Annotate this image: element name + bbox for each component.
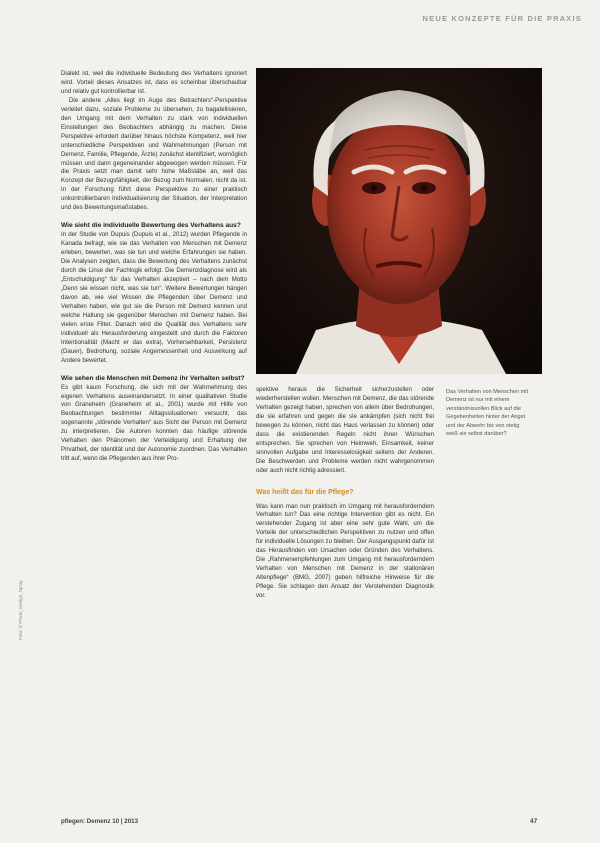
page-number: 47 bbox=[530, 818, 538, 825]
section-heading: Was heißt das für die Pflege? bbox=[256, 488, 354, 496]
section-heading: Wie sehen die Menschen mit Demenz ihr Verhalten selbst? bbox=[61, 374, 245, 382]
paragraph: spektive heraus die Sicherheit sicherzustellen oder wiederherstellen wollen. Menschen mit Demenz, die das störende Verhalten gezeigt haben, sprechen von allem über Bedrohungen, die sie erfahren und gegen die sie ankämpfen (sich nicht frei bewegen zu können, nicht das Haus verlassen zu können) oder dass die existierenden Regeln nicht ihren Wünschen entsprechen. Sie sprechen von Heimweh, Einsamkeit, keiner sinnvollen Aufgabe und Interesselosigkeit seitens der Anderen. Die Beschwerden und Probleme werden nicht wahrgenommen oder auch nicht richtig adressiert. bbox=[256, 386, 434, 474]
paragraph: Was kann man nun praktisch im Umgang mit herausforderndem Verhalten tun? Das eine richtige Intervention gibt es nicht. Ein verstehender Zugang ist aber eine sehr gute Wahl, um die Vorteile der unterschiedlichen Perspektiven zu nutzen und offen für individuelle Lösungen zu bleiben. Der Ausgangspunkt dafür ist das Herausfinden von Ursachen oder Gründen des Verhaltens. Die „Rahmenempfehlungen zum Umgang mit herausforderndem Verhalten von Menschen mit Demenz in der stationären Altenpflege“ (BMG, 2007) geben hilfreiche Hinweise für die Pflege. Sie schlagen den Ansatz der Verstehenden Diagnostik vor. bbox=[256, 502, 434, 600]
running-head: NEUE KONZEPTE FÜR DIE PRAXIS bbox=[422, 14, 582, 23]
paragraph: Die andere „Alles liegt im Auge des Betrachters“-Perspektive verleitet dazu, soziale Probleme zu übersehen, zu bagatellisieren, den Umgang mit dem Verhalten zu stark von individuellen Einstellungen des Beobachters abhängig zu machen. Diese Perspektive erfordert darüber hinaus höchste Kompetenz, weil hier unterschiedliche Perspektiven und Wahrnehmungen (Person mit Demenz, Familie, Pflegende, Ärzte) zunächst identifiziert, womöglich müssen und dann gegeneinander abgewogen werden müssen. Für die Praxis setzt man damit sehr hohe Maßstäbe an, weil das Konzept der Bezugsfähigkeit, der Bezug zum Normalen, nicht da ist. In der Forschung führt diese Perspektive zu einer praktisch unkontrollierbaren Individualisierung der Situation, der Interpretation und des Bewertungsmaßstabes. bbox=[61, 96, 247, 212]
paragraph: Es gibt kaum Forschung, die sich mit der Wahrnehmung des eigenen Verhaltens auseinandersetzt. In einer qualitativen Studie von Graneheim (Graneheim et al., 2001) wurde mit Hilfe von Beobachtungen bestimmter Alltagssituationen versucht, das sogenannte „störende Verhalten“ aus Sicht der Person mit Demenz zu interpretieren. Die Autoren konnten das häufige störende Verhalten den Phänomen der Verteidigung und Erhaltung der Privatheit, der Identität und der Autonomie zuordnen. Das Verhalten tritt auf, wenn die Pflegenden aus ihrer Pro- bbox=[61, 383, 247, 463]
margin-note: Das Verhalten von Menschen mit Demenz ist nur mit einem verständnisvollen Blick auf die Gegebenheiten hinter der Angst und der Abwehr bis von stetig weiß sie selbst darüber? bbox=[446, 389, 529, 438]
section-heading: Wie sieht die individuelle Bewertung des Verhaltens aus? bbox=[61, 222, 241, 230]
paragraph: In der Studie von Dupuis (Dupuis et al., 2012) wurden Pflegende in Kanada befragt, wie sie das Verhalten von Menschen mit Demenz erleben, bewerten, was sie tun und welche Erfahrungen sie haben. Die Analysen zeigten, dass die Bewertung des Verhaltens zunächst durch die Linse der Fachlogik erfolgt. Die Demenzdiagnose wird als „Entschuldigung“ für das Verhalten akzeptiert – nach dem Motto „Denn sie wissen nicht, was sie tun“. Weitere Bewertungen hängen davon ab, wie viel Wissen die Pflegenden über Demenz und Verhalten haben, wie gut sie die Person mit Demenz kennen und welche Haltung sie gegenüber Menschen mit Demenz haben. Bei vielen erste Filter. Danach wird die Qualität des Verhaltens sehr individuell als Herausforderung eingestellt und durch die Faktoren Intentionalität (Macht er das extra), Vorhersehbarkeit, Persistenz (Dauer), Bedrohung, soziale Angemessenheit und Auswirkung auf Andere bewertet. bbox=[61, 231, 247, 364]
middle-column bbox=[256, 386, 434, 601]
portrait-illustration bbox=[256, 68, 542, 374]
left-column bbox=[61, 70, 247, 464]
photo-credit: Foto: © Photo_Design_Spray bbox=[18, 580, 23, 640]
paragraph: Dialekt ist, weil die individuelle Bedeutung des Verhaltens ignoriert wird. Vorteil dieses Ansatzes ist, dass es scheinbar überschaubar und relativ gut kontrollierbar ist. bbox=[61, 70, 247, 95]
footer-journal: pflegen: Demenz 10 | 2013 bbox=[61, 818, 139, 825]
portrait-photo bbox=[256, 68, 542, 374]
